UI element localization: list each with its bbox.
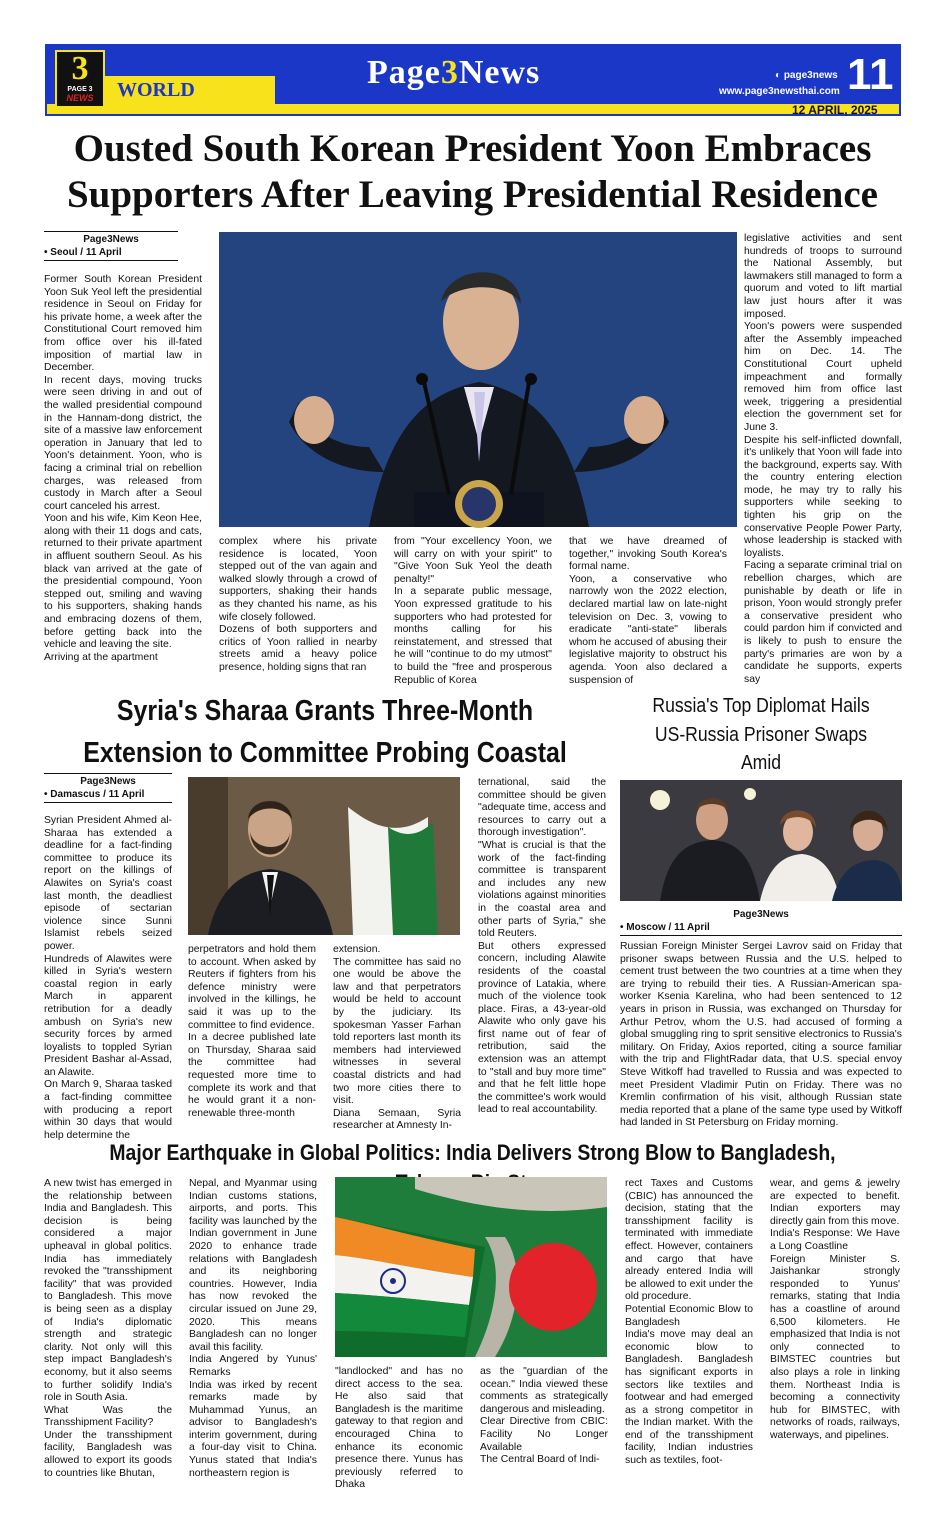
article3-byline-source: Page3News bbox=[733, 909, 789, 920]
article2-byline-source: Page3News bbox=[44, 773, 172, 787]
article1-byline-place: • Seoul / 11 April bbox=[44, 245, 178, 261]
article1-col4: that we have dreamed of together," invoking South Korea's formal name. Yoon, a conservative who narrowly won the 2022 election, declared martial law on late-night television on Dec. 3, vowing to eradicate "anti-state" liberals whom he accused of abusing their legislative majority to obstruct his agenda. Yoon also declared a suspension of bbox=[569, 536, 727, 686]
social-handle bbox=[775, 70, 838, 81]
article3-body: Russian Foreign Minister Sergei Lavrov said on Friday that prisoner swaps between Russia and the U.S. helped to cement trust between the two countries at a time when they are trying to rebuild their ties. A Russian-American spa-worker Ksenia Karelina, who had been sentenced to 12 years in prison in Russia, was exchanged on Thursday for Arthur Petrov, whom the U.S. had accused of forming a global smuggling ring to sprit sensitive electronics to Russia's military. On Friday, Axios reported, citing a source familiar with the trip and FlightRadar data, that U.S. special envoy Steve Witkoff had travelled to Russia and was expected to meet President Vladimir Putin on Friday. There was no Kremlin confirmation of his visit, although Russian state media reported that a plane of the same type used by Witkoff had landed in St Petersburg on Friday morning. bbox=[620, 941, 902, 1129]
article2-col1: Syrian President Ahmed al-Sharaa has extended a deadline for a fact-finding committee to produce its report on the killings of Alawites on Syria's coast last month, the deadliest episode of sectarian violence since Sunni Islamist rebels seized power. Hundreds of Alawites were killed in Syria's western coastal region in early March in apparent retribution for a deadly ambush on Syria's new security forces by armed loyalists to toppled Syrian President Bashar al-Assad, an Alawite. On March 9, Sharaa tasked a fact-finding committee with producing a report within 30 days that would help determine the bbox=[44, 815, 172, 1141]
article1-col2: complex where his private residence is located, Yoon stepped out of the van again and walked slowly through a crowd of supporters, shaking their hands as they chanted his name, as his wife closely followed. Dozens of both supporters and critics of Yoon rallied in nearby streets amid a heavy police presence, holding signs that ran bbox=[219, 536, 377, 673]
article1-col5: legislative activities and sent hundreds of troops to surround the National Assembly, but lawmakers still managed to form a quorum and voted to lift martial law just hours after it was imposed. Yoon's powers were suspended after the Assembly impeached him on Dec. 14. The Constitutional Court upheld impeachment and formally removed him from office last week, triggering a presidential election the government set for June 3. Despite his self-inflicted downfall, it's unlikely that Yoon will fade into the background, experts say. With the country entering election mode, he may try to rally his supporters while seeking to tighten his grip on the conservative People Power Party, whose leadership is stacked with loyalists. Facing a separate criminal trial on rebellion charges, which are punishable by death or life in prison, Yoon would strongly prefer a conservative president who could pardon him if convicted and is likely to push to ensure the party's primaries are won by a candidate he supports, experts say bbox=[744, 233, 902, 685]
article3-byline bbox=[620, 907, 902, 936]
article4-photo bbox=[335, 1177, 607, 1357]
article2-headline-line2: Extension to Committee Probing Coastal bbox=[83, 737, 567, 769]
masthead bbox=[45, 44, 901, 116]
article2-byline-place: • Damascus / 11 April bbox=[44, 787, 172, 803]
article1-headline-line1: Ousted South Korean President Yoon Embraces bbox=[73, 127, 872, 170]
article4-col2: Nepal, and Myanmar using Indian customs stations, airports, and ports. This facility was launched by the Indian government in June 2020 to enhance trade relations with Bangladesh and its neighboring countries. However, India has now revoked the circular issued on June 29, 2020. This means Bangladesh can no longer avail this facility. India Angered by Yunus' Remarks India was irked by recent remarks made by Muhammad Yunus, an advisor to Bangladesh's interim government, during a four-day visit to China. Yunus stated that India's northeastern region is bbox=[189, 1178, 317, 1479]
article2-col4: ternational, said the committee should be given "adequate time, access and resources to carry out a thorough investigation". "What is crucial is that the work of the fact-finding committee is transparent and includes any new violations against minorities in the coastal area and other parts of Syria," she told Reuters. But others expressed concern, including Alawite residents of the coastal province of Latakia, where much of the violence took place. Firas, a 43-year-old Alawite who only gave his first name out of fear of retribution, said the extension was an attempt to "stall and buy more time" and that he felt little hope the committee's work would lead to real accountability. bbox=[478, 777, 606, 1116]
article4-col6: wear, and gems & jewelry are expected to benefit. Indian exporters may directly gain from this move. India's Response: We Have a Long Coastline Foreign Minister S. Jaishankar strongly responded to Yunus' remarks, stating that India has a coastline of around 6,500 kilometers. He emphasized that India is not only connected to BIMSTEC countries but also plays a role in linking them. Northeast India is becoming a connectivity hub for BIMSTEC, with networks of roads, railways, waterways, and pipelines. bbox=[770, 1178, 900, 1441]
article1-byline bbox=[44, 231, 178, 261]
brand-title bbox=[367, 54, 540, 92]
article4-col1: A new twist has emerged in the relationship between India and Bangladesh. This decision is being considered a major upheaval in global politics. India has immediately revoked the "transshipment facility" that was provided to Bangladesh. This move is being seen as a display of India's diplomatic strength and strategic clarity. Not only will this step impact Bangladesh's economy, but it also seems to further solidify India's role in South Asia. What Was the Transshipment Facility? Under the transshipment facility, Bangladesh was allowed to export its goods to countries like Bhutan, bbox=[44, 1178, 172, 1479]
social-media-icon: ◐ bbox=[775, 70, 784, 81]
article3-headline-line2: US-Russia Prisoner Swaps Amid bbox=[654, 723, 868, 774]
article4-col5: rect Taxes and Customs (CBIC) has announced the decision, stating that the transshipment facility is terminated with immediate effect. However, containers and cargo that have already entered India will be allowed to exit under the old procedure. Potential Economic Blow to Bangladesh India's move may deal an economic blow to Bangladesh. Bangladesh has significant exports in sectors like textiles and footwear and had emerged as a strong competitor in the Indian market. With the end of the transshipment facility, Indian industries such as textiles, foot- bbox=[625, 1178, 753, 1467]
brand-number: 3 bbox=[440, 54, 459, 91]
article1-photo bbox=[219, 232, 737, 527]
yoon-speaking-image bbox=[219, 232, 737, 527]
prisoner-swap-image bbox=[620, 780, 902, 901]
article4-col3: "landlocked" and has no direct access to the sea. He also said that Bangladesh is the maritime gateway to that region and encouraged China to enhance its economic presence there. Yunus has previously referred to Dhaka bbox=[335, 1366, 463, 1491]
article2-byline bbox=[44, 773, 172, 803]
brand-prefix: Page bbox=[367, 54, 441, 91]
page-number: 11 bbox=[847, 50, 894, 99]
article1-headline bbox=[30, 126, 915, 218]
article1-byline-source: Page3News bbox=[44, 231, 178, 245]
article3-headline-line1: Russia's Top Diplomat Hails bbox=[652, 695, 870, 717]
logo-number: 3 bbox=[71, 50, 89, 87]
issue-date: 12 APRIL, 2025 bbox=[792, 103, 878, 117]
article3-byline-place: • Moscow / 11 April bbox=[620, 920, 902, 936]
logo-news: NEWS bbox=[66, 93, 94, 103]
article4-headline: Major Earthquake in Global Politics: India Delivers Strong Blow to Bangladesh, bbox=[109, 1140, 836, 1165]
sharaa-portrait-image bbox=[188, 777, 460, 935]
article4-col4: as the "guardian of the ocean." India viewed these comments as strategically dangerous and misleading. Clear Directive from CBIC: Facility No Longer Available The Central Board of Indi- bbox=[480, 1366, 608, 1466]
article1-col3: from "Your excellency Yoon, we will carry on with your spirit" to "Give Yoon Suk Yeol the death penalty!" In a separate public message, Yoon expressed gratitude to his supporters who had protested for months calling for his reinstatement, and stressed that he will "continue to do my utmost" to build the "free and prosperous Republic of Korea bbox=[394, 536, 552, 686]
brand-suffix: News bbox=[458, 54, 541, 91]
logo-label: PAGE 3 bbox=[67, 86, 93, 93]
article1-col1: Former South Korean President Yoon Suk Yeol left the presidential residence in Seoul on Friday for his private home, a week after the Constitutional Court removed him from office over his ill-fated imposition of martial law in December. In recent days, moving trucks were seen driving in and out of the walled presidential compound in the Hannam-dong district, the site of a massive law enforcement operation in January that led to Yoon's detainment. Yoon, who is facing a criminal trial on rebellion charges, was released from custody in March after a Seoul court canceled his arrest. Yoon and his wife, Kim Keon Hee, along with their 11 dogs and cats, returned to their private apartment in affluent southern Seoul. As his black van arrived at the gate of the presidential compound, Yoon stepped out, smiling and waving to his supporters, shaking hands and embracing dozens of them, before getting back into the vehicle and leaving the site. Arriving at the apartment bbox=[44, 274, 202, 663]
article2-photo bbox=[188, 777, 460, 935]
article2-headline-line1: Syria's Sharaa Grants Three-Month bbox=[116, 695, 534, 727]
section-label: WORLD bbox=[117, 79, 195, 101]
article2-col3: extension. The committee has said no one would be above the law and that perpetrators would be held to account by the judiciary. Its spokesman Yasser Farhan told reporters last month its members had interviewed witnesses in several coastal districts and had two more cities there to visit. Diana Semaan, Syria researcher at Amnesty In- bbox=[333, 944, 461, 1132]
website-link[interactable]: www.page3newsthai.com bbox=[719, 86, 840, 97]
article1-headline-line2: Supporters After Leaving Presidential Residence bbox=[66, 173, 878, 216]
india-bangladesh-flags-image bbox=[335, 1177, 607, 1357]
article2-col2: perpetrators and hold them to account. When asked by Reuters if fighters from his defence ministry were involved in the killings, he said it was up to the committee to find evidence. In a decree published late on Thursday, Sharaa said the committee had requested more time to complete its work and that he would grant it a non-renewable three-month bbox=[188, 944, 316, 1119]
article3-photo bbox=[620, 780, 902, 901]
page3-logo bbox=[55, 50, 105, 108]
social-text: page3news bbox=[783, 70, 838, 81]
